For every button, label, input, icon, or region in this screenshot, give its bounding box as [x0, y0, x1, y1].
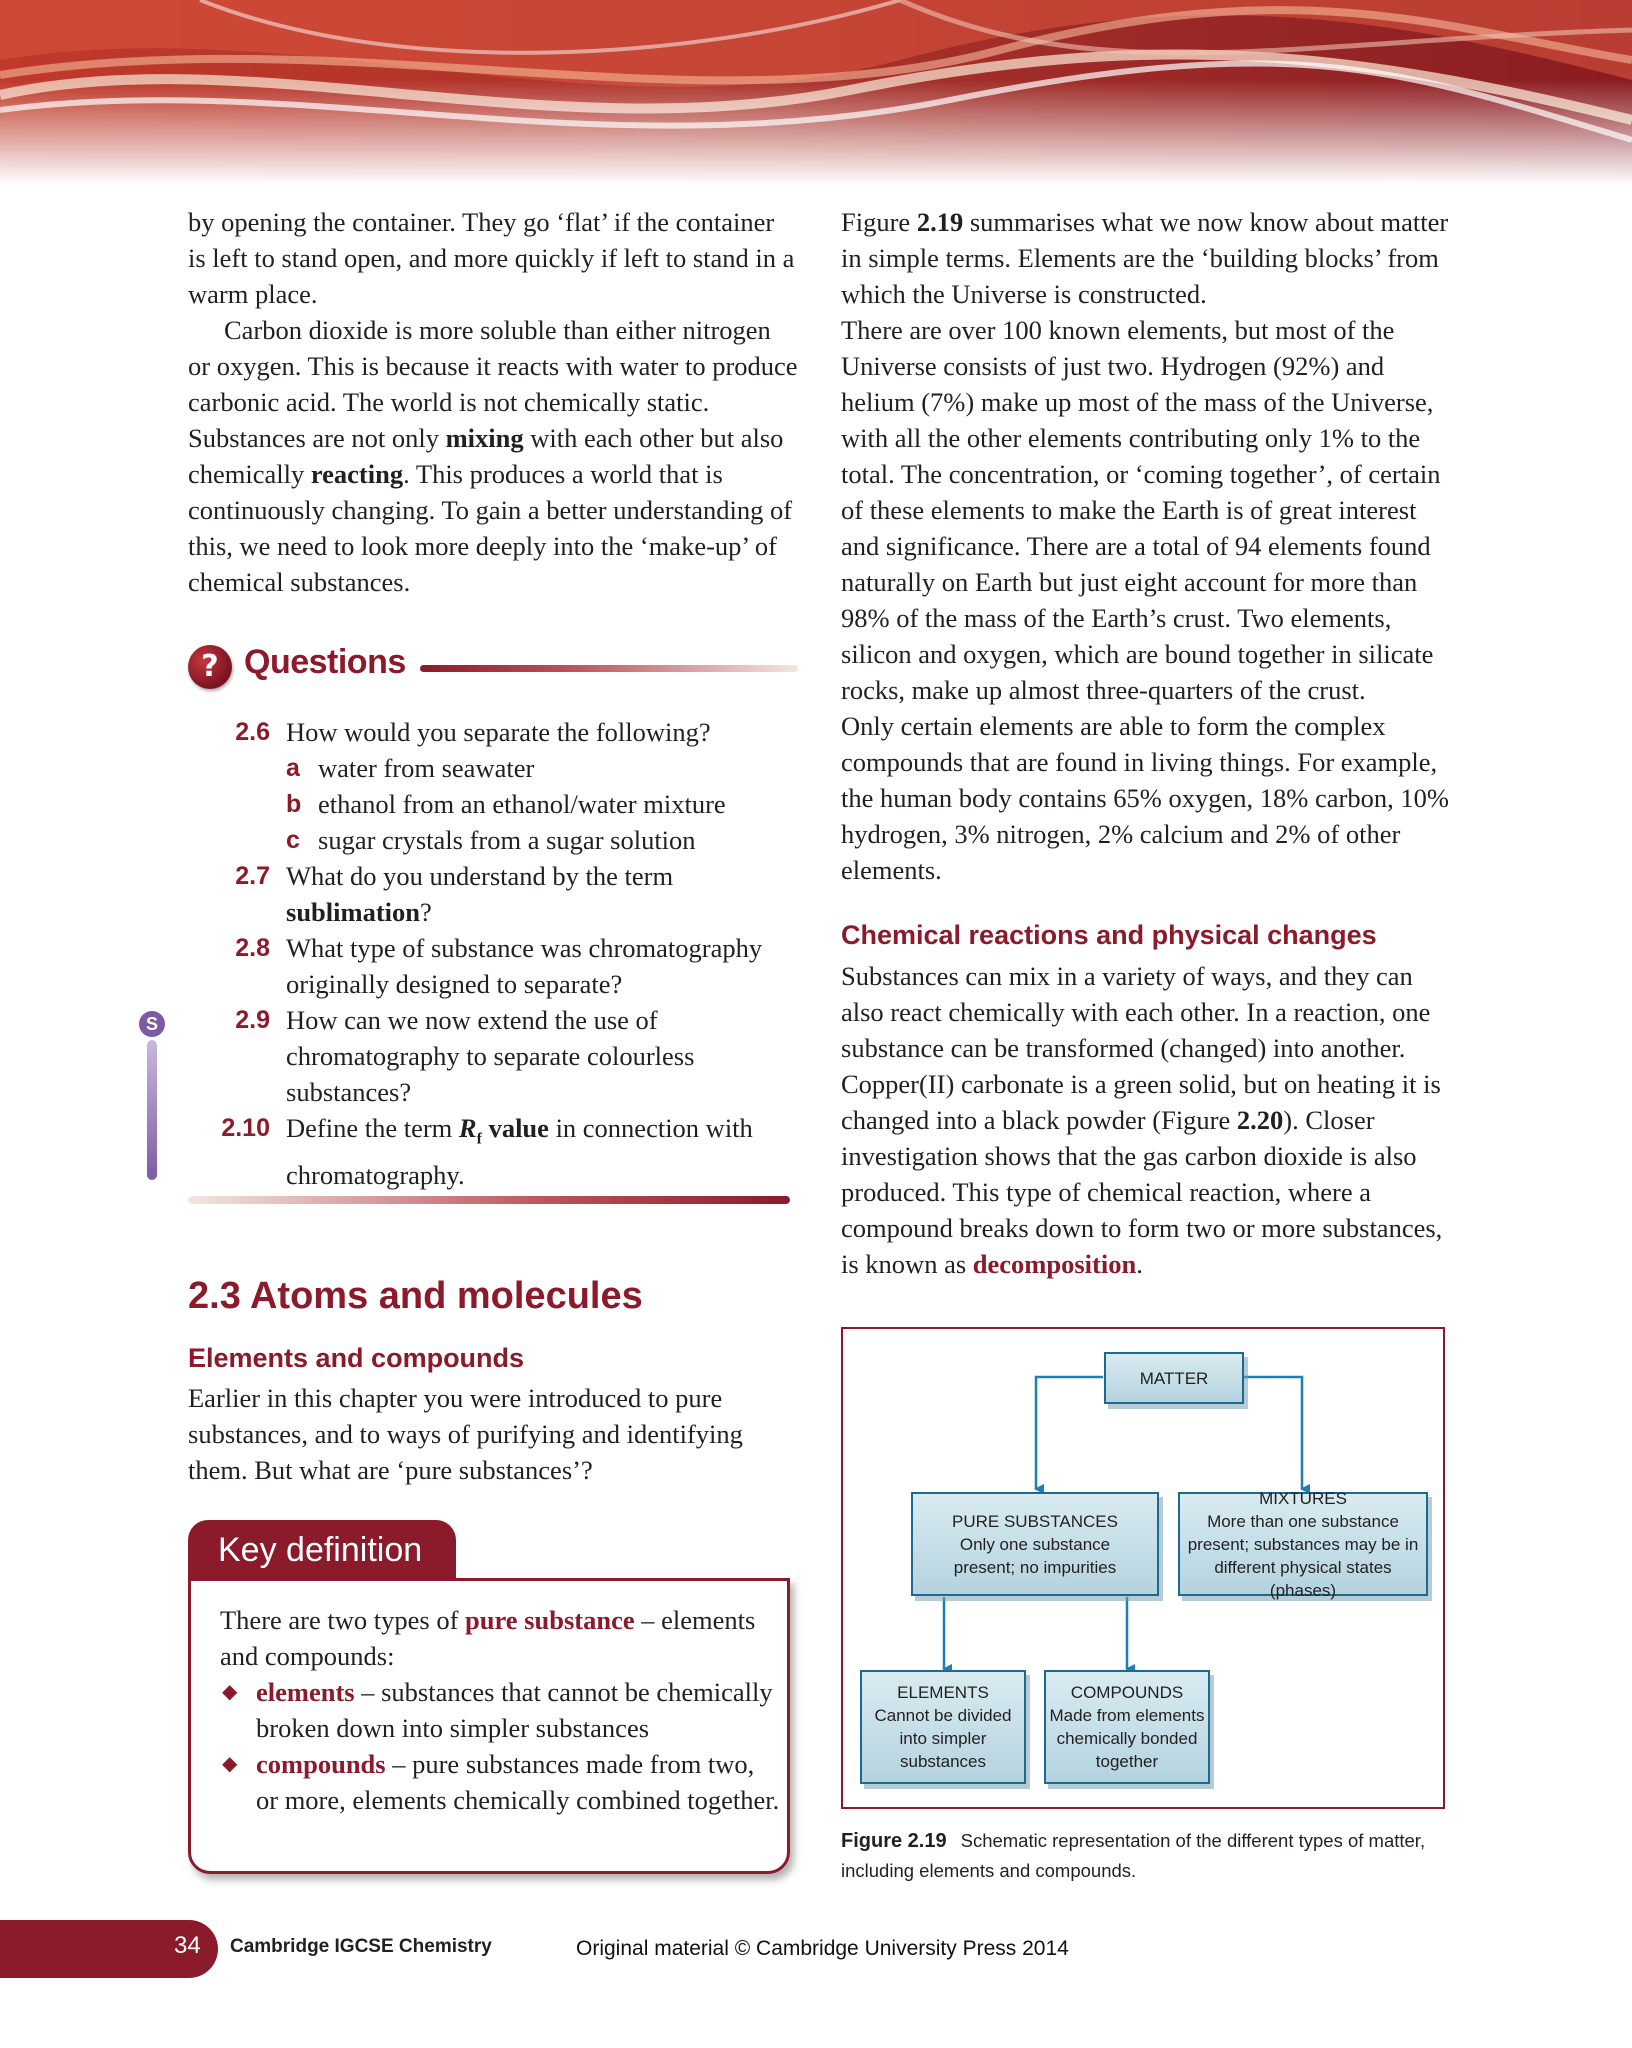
bold-term: value — [481, 1113, 549, 1143]
question-2-6-a — [188, 750, 808, 786]
paragraph: There are over 100 known elements, but most of the Universe consists of just two. Hydrogen (92%) and helium (7%) make up most of the mass of the Universe, with all the other elements contributing only 1% to the total. The concentration, or ‘coming together’, of certain of these elements to make the Earth is of great interest and significance. There are a total of 94 elements found naturally on Earth but just eight account for more than 98% of the mass of the Earth’s crust. Two elements, silicon and oxygen, which are bound together in silicate rocks, make up almost three-quarters of the crust. — [841, 315, 1441, 705]
question-2-6-b — [188, 786, 808, 822]
subquestion-text: ethanol from an ethanol/water mixture — [318, 789, 726, 819]
question-2-6-c — [188, 822, 808, 858]
key-definition-text — [220, 1602, 780, 1818]
text-run: There are two types of — [220, 1605, 466, 1635]
roman-numeral: II — [927, 1069, 946, 1099]
question-number: 2.6 — [235, 718, 270, 746]
key-term: compounds — [256, 1749, 386, 1779]
questions-rule — [420, 665, 798, 672]
node-text: More than one substance — [1207, 1511, 1399, 1531]
section-title: 2.3 Atoms and molecules — [188, 1275, 643, 1317]
left-column-text — [188, 204, 798, 600]
questions-header — [188, 645, 798, 695]
bold-term: sublimation — [286, 897, 421, 927]
key-term: elements — [256, 1677, 355, 1707]
text-run: . This produces a world that is continuously changing. To gain a better understanding of this, we need to look more deeply into the ‘make-up’ of chemical substances. — [188, 459, 793, 597]
question-2-7 — [188, 858, 808, 930]
caption-label: Figure 2.19 — [841, 1830, 947, 1852]
question-text: How would you separate the following? — [286, 717, 711, 747]
question-text: Define the term — [286, 1113, 459, 1143]
node-title: ELEMENTS — [897, 1683, 989, 1702]
subquestion-text: sugar crystals from a sugar solution — [318, 825, 696, 855]
key-definition-tab: Key definition — [188, 1520, 456, 1580]
book-title: Cambridge IGCSE Chemistry — [230, 1936, 492, 1957]
subheading-reactions: Chemical reactions and physical changes — [841, 920, 1377, 950]
key-term: decomposition — [972, 1249, 1137, 1279]
paragraph — [188, 312, 798, 600]
supplement-badge-icon: S — [139, 1011, 165, 1037]
caption-text: Schematic representation of the different types of matter, including elements and compounds. — [841, 1830, 1426, 1881]
node-compounds — [1044, 1670, 1210, 1784]
text-run: – substances that cannot be chemically broken down into simpler substances — [256, 1677, 773, 1743]
text-run: ). Closer investigation shows that the gas carbon dioxide is also produced. This type of chemical reaction, where a compound breaks down to form two or more substances, is known as — [841, 1105, 1443, 1279]
text-run: – pure substances made from two, or more, elements chemically combined together. — [256, 1749, 780, 1815]
question-number: 2.9 — [235, 1006, 270, 1034]
key-definition-intro — [220, 1602, 780, 1674]
supplement-bar — [147, 1040, 157, 1180]
text-run: summarises what we now know about matter in simple terms. Elements are the ‘building blocks’ from which the Universe is constructed. — [841, 207, 1449, 309]
subquestion-letter: c — [286, 826, 300, 854]
question-text: How can we now extend the use of chromatography to separate colourless substances? — [286, 1005, 695, 1107]
node-text: present; substances may be in — [1187, 1534, 1419, 1554]
paragraph — [841, 204, 1451, 312]
question-text: What do you understand by the term — [286, 861, 674, 891]
paragraph: Only certain elements are able to form the complex compounds that are found in living things. For example, the human body contains 65% oxygen, 18% carbon, 10% hydrogen, 3% nitrogen, 2% calcium and 2% of other elements. — [841, 711, 1449, 885]
question-text: What type of substance was chromatography originally designed to separate? — [286, 933, 763, 999]
node-text: together — [1095, 1752, 1159, 1771]
definition-bullet-elements — [220, 1674, 780, 1746]
right-column-text — [841, 204, 1451, 888]
questions-title: Questions — [244, 643, 406, 681]
figure-ref: 2.19 — [916, 207, 964, 237]
copyright-notice: Original material © Cambridge University Press 2014 — [576, 1937, 1069, 1960]
bold-term: reacting — [310, 459, 404, 489]
definition-bullet-compounds — [220, 1746, 780, 1818]
text-run: Figure — [841, 207, 917, 237]
node-title: PURE SUBSTANCES — [952, 1511, 1118, 1531]
figure-caption — [841, 1826, 1441, 1885]
node-text: Cannot be divided — [874, 1706, 1012, 1725]
section-intro: Earlier in this chapter you were introduced to pure substances, and to ways of purifying and identifying them. But what are ‘pure substances’? — [188, 1383, 743, 1485]
paragraph: by opening the container. They go ‘flat’ if the container is left to stand open, and more quickly if left to stand in a warm place. — [188, 207, 795, 309]
page-number: 34 — [174, 1932, 201, 1959]
text-run: ) carbonate is a green solid, but on heating it is changed into a black powder (Figure — [841, 1069, 1441, 1135]
question-text: ? — [420, 897, 432, 927]
diamond-bullet-icon: ◆ — [222, 1753, 238, 1775]
node-title: MATTER — [1139, 1368, 1209, 1388]
question-mark-icon: ? — [188, 645, 232, 689]
subquestion-letter: b — [286, 790, 302, 818]
node-text: different physical states (phases) — [1214, 1557, 1392, 1600]
node-title: MIXTURES — [1259, 1488, 1347, 1508]
diamond-bullet-icon: ◆ — [222, 1681, 238, 1703]
bold-term: mixing — [445, 423, 524, 453]
subscript: f — [476, 1130, 482, 1148]
questions-list — [188, 714, 808, 1193]
question-2-9 — [188, 1002, 808, 1110]
question-number: 2.10 — [221, 1114, 270, 1142]
node-text: Made from elements — [1049, 1706, 1205, 1725]
question-2-10 — [188, 1110, 808, 1193]
r-symbol: R — [458, 1113, 477, 1143]
figure-ref: 2.20 — [1236, 1105, 1284, 1135]
question-2-6 — [188, 714, 808, 750]
question-2-8 — [188, 930, 808, 1002]
reactions-paragraph — [841, 958, 1451, 1282]
question-number: 2.7 — [235, 862, 270, 890]
node-pure-substances — [911, 1492, 1159, 1596]
question-number: 2.8 — [235, 934, 270, 962]
node-text: chemically bonded — [1056, 1729, 1198, 1748]
subquestion-text: water from seawater — [318, 753, 535, 783]
text-run: with each other but also chemically — [188, 423, 784, 489]
header-banner — [0, 0, 1632, 185]
text-run: . — [1136, 1249, 1143, 1279]
subheading-elements-compounds: Elements and compounds — [188, 1343, 525, 1373]
questions-bottom-rule — [188, 1196, 790, 1204]
node-title: COMPOUNDS — [1070, 1683, 1184, 1702]
text-run: – elements and compounds: — [220, 1605, 756, 1671]
node-text: Only one substance — [959, 1534, 1111, 1554]
node-text: substances — [900, 1752, 986, 1771]
subquestion-letter: a — [286, 754, 300, 782]
text-run: Substances can mix in a variety of ways, and they can also react chemically with each other. In a reaction, one substance can be transformed (changed) into another. Copper( — [841, 961, 1431, 1099]
node-text: present; no impurities — [953, 1557, 1117, 1577]
node-elements — [860, 1670, 1026, 1784]
question-text: in connection with chromatography. — [286, 1113, 753, 1191]
node-matter — [1104, 1352, 1244, 1404]
node-mixtures — [1178, 1488, 1428, 1600]
node-text: into simpler — [899, 1729, 987, 1748]
text-run: Carbon dioxide is more soluble than either nitrogen or oxygen. This is because it reacts with water to produce carbonic acid. The world is not chemically static. Substances are not only — [188, 315, 798, 453]
key-term: pure substance — [465, 1605, 635, 1635]
